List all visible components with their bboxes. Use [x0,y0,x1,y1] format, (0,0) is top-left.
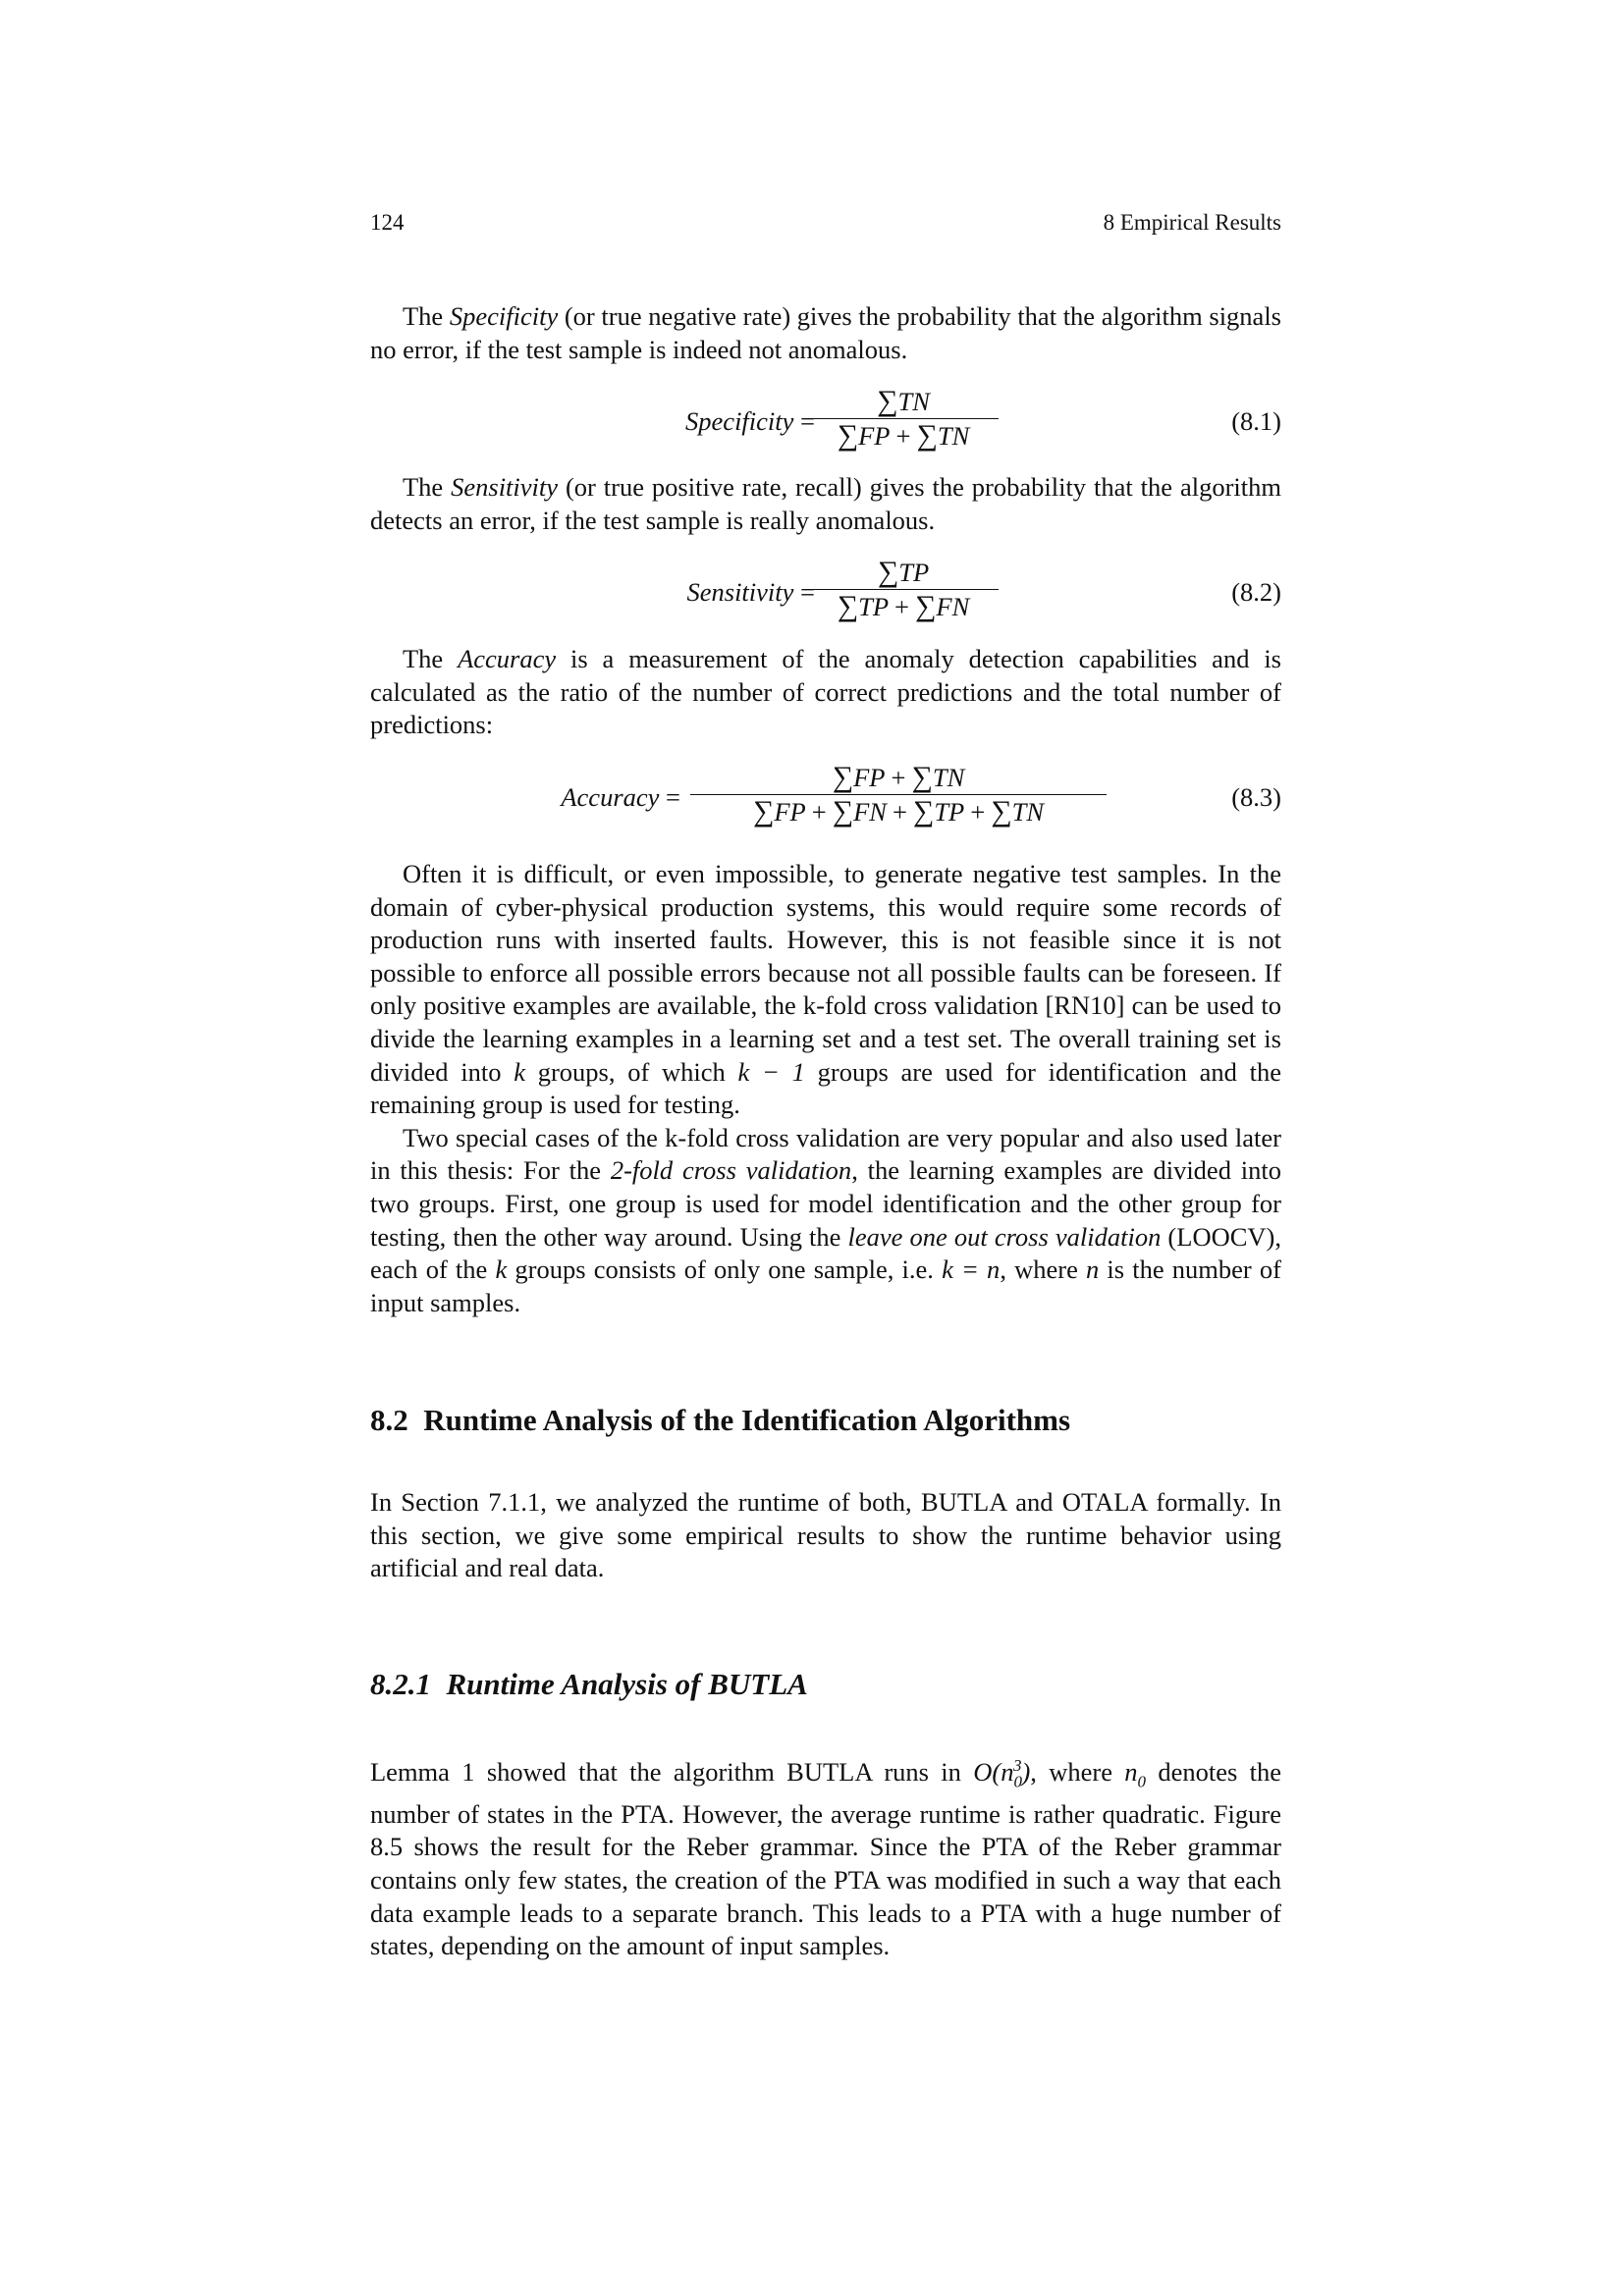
text-run: , where [1030,1756,1125,1787]
text-run: (or true positive rate, recall) gives the probability that the algorithm detects an error, if the test sample is really anomalous. [370,472,1281,535]
equation-number: (8.3) [1231,782,1281,812]
section-heading [370,1402,1281,1439]
text-run: denotes the number of states in the PTA. However, the average runtime is rather quadratic. Figure 8.5 shows the result for the Reber grammar. Since the PTA of the Reber grammar contains only few states, the creation of the PTA was modified in such a way that each data example leads to a separate branch. This leads to a PTA with a huge number of states, depending on the amount of input samples. [370,1756,1281,1961]
text-run: is the number of input samples. [370,1255,1281,1317]
denominator-term: FP [858,421,891,451]
text-run: groups are used for identification and the remaining group is used for testing. [370,1056,1281,1120]
term-loocv: leave one out cross validation [847,1221,1162,1252]
subsection-heading [370,1666,1281,1703]
equation-fraction: ∑TP ∑TP + ∑FN [808,556,999,623]
text-run: In Section 7.1.1, we analyzed the runtime of both, BUTLA and OTALA formally. In this section, we give some empirical results to show the runtime behavior using artificial and real data. [370,1487,1281,1583]
paragraph-accuracy [370,643,1281,742]
math-k: k [495,1255,508,1285]
text-run: , where [1000,1255,1086,1285]
numerator-term: FP [853,763,886,792]
paragraph-section-intro [370,1486,1281,1585]
section-title: Runtime Analysis of the Identification Algorithms [423,1403,1071,1437]
numerator-term: TP [898,558,930,587]
numerator-term: TN [932,763,965,792]
paragraph-specificity [370,300,1281,366]
text-run: groups consists of only one sample, i.e. [507,1255,943,1285]
math-k: k [514,1056,525,1087]
denominator-term: TP [934,797,965,827]
section-number: 8.2 [370,1403,408,1437]
equation-lhs: Accuracy = [561,782,680,812]
equation-8-1 [370,385,1281,463]
text-run: is a measurement of the anomaly detection capabilities and is calculated as the ratio of the number of correct predictions and the total number of predictions: [370,644,1281,740]
running-title: 8 Empirical Results [1103,210,1281,235]
paragraph-sensitivity [370,471,1281,537]
equation-fraction: ∑TN ∑FP + ∑TN [808,385,999,453]
term-2-fold: 2-fold cross validation [610,1155,852,1186]
text-run: Often it is difficult, or even impossible, to generate negative test samples. In the domain of cyber-physical production systems, this would require some records of production runs with inserted faults. However, this is not feasible since it is not possible to enforce all possible errors because not all possible faults can be foreseen. If only positive examples are available, the k-fold cross validation [RN10] can be used to divide the learning examples in a learning set and a test set. The overall training set is divided into [370,859,1281,1087]
term-specificity: Specificity [449,301,559,331]
subsection-title: Runtime Analysis of BUTLA [446,1667,808,1701]
text-run: (LOOCV), each of the [370,1221,1281,1285]
equation-fraction: ∑FP + ∑TN ∑FP + ∑FN + ∑TP + ∑TN [690,761,1107,828]
subsection-number: 8.2.1 [370,1667,431,1701]
math-k-minus-1: k − 1 [737,1056,805,1087]
equation-number: (8.1) [1231,406,1281,436]
equation-number: (8.2) [1231,577,1281,607]
denominator-term: TN [1011,797,1045,827]
text-run: groups, of which [524,1056,738,1087]
math-n: n [1086,1255,1100,1285]
equation-8-3 [370,761,1281,839]
term-accuracy: Accuracy [458,644,557,673]
text-run: The [403,472,452,502]
math-k-equals-n: k = n [942,1255,1001,1285]
text-run: Lemma 1 showed that the algorithm BUTLA runs in [370,1756,974,1787]
text-run: (or true negative rate) gives the probability that the algorithm signals no error, if the test sample is indeed not anomalous. [370,301,1281,364]
paragraph-butla [370,1749,1281,1963]
page-number: 124 [370,210,405,235]
text-run: Two special cases of the k-fold cross validation are very popular and also used later in this thesis: For the [370,1122,1281,1186]
math-complexity: $O(n_0^3)$ [973,1756,1031,1791]
paragraph-negative-samples [370,858,1281,1319]
equation-8-2 [370,556,1281,634]
text-run: The [403,644,459,673]
denominator-term: TN [937,421,970,451]
denominator-term: FN [936,592,970,621]
math-n0: $n_0$ [1124,1756,1147,1791]
denominator-term: FP [774,797,806,827]
denominator-term: TP [858,592,890,621]
equation-lhs: Sensitivity = [686,577,815,607]
text-run: , the learning examples are divided into two groups. First, one group is used for model identification and the other group for testing, then the other way around. Using the [370,1155,1281,1252]
equation-lhs: Specificity = [685,406,815,436]
term-sensitivity: Sensitivity [451,472,559,502]
denominator-term: FN [853,797,887,827]
text-run: The [403,301,450,331]
numerator-term: TN [897,387,930,416]
